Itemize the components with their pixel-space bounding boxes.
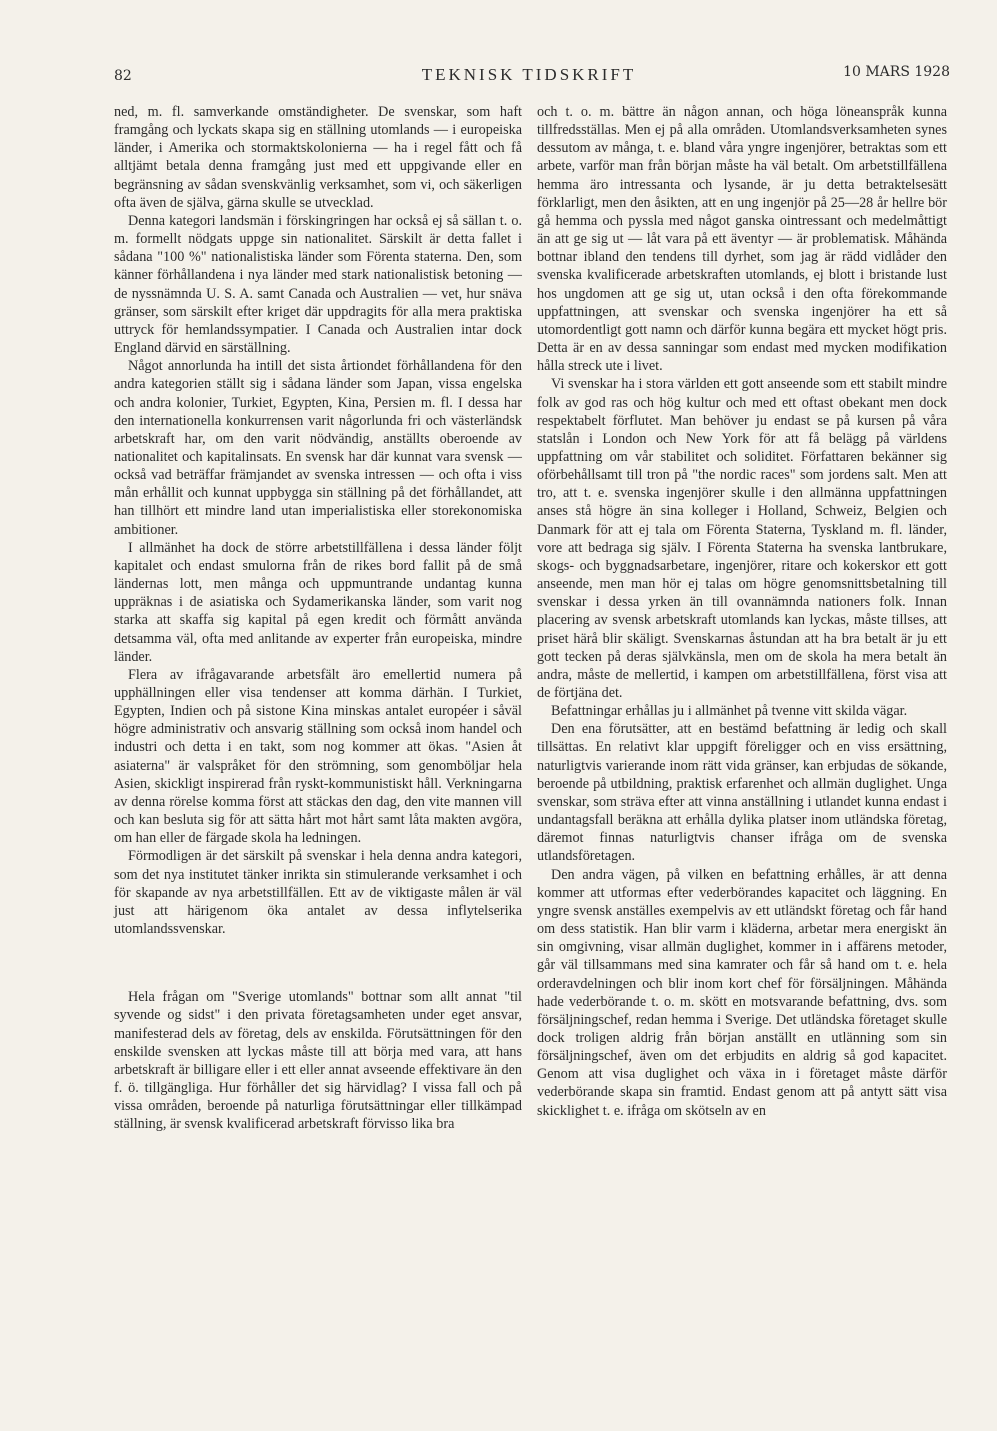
paragraph: Hela frågan om "Sverige utomlands" bottnar som allt annat "til syvende og sidst" i den privata företagsamheten under eget ansvar, manifesterad dels av företag, dels av enskilda. Förutsättningen för den enskilde svensken att lyckas måste till att börja med vara, att hans arbetskraft är billigare eller i ett eller annat avseende effektivare än den f. ö. tillgängliga. Hur förhåller det sig härvidlag? I vissa fall och på vissa områden, beroende på naturliga förutsättningar eller tillkämpad ställning, är svensk kvalificerad arbetskraft förvisso lika bra <box>114 989 522 1133</box>
section-break <box>114 938 522 988</box>
right-column <box>537 103 947 1120</box>
paragraph: Den ena förutsätter, att en bestämd befattning är ledig och skall tillsättas. En relativt klar uppgift föreligger och en viss ersättning, naturligtvis varierande inom rätt vida gränser, kan erbjudas de sökande, beroende på utbildning, praktisk erfarenhet och allmän duglighet. Unga svenskar, som sträva efter att vinna anställning i utlandet kunna endast i undantagsfall beräkna att erhålla dylika platser inom utländska företag, däremot finnas naturligtvis chanser ifråga om de svenska utlandsföretagen. <box>537 721 947 865</box>
paragraph: Befattningar erhållas ju i allmänhet på tvenne vitt skilda vägar. <box>551 703 908 720</box>
issue-date: 10 MARS 1928 <box>843 64 950 80</box>
left-column <box>114 103 522 1133</box>
journal-title: TEKNISK TIDSKRIFT <box>421 65 637 84</box>
paragraph: I allmänhet ha dock de större arbetstillfällena i dessa länder följt kapitalet och endast smulorna från de rikes bord fallit på de små ländernas lott, men många och uppmuntrande undantag kunna uppräknas i de asiatiska och Sydamerikanska länder, som varit nog starka att skaffa sig kapital på egen kredit och förmått använda detsamma väl, ofta med anlitande av experter från europeiska, mindre länder. <box>114 539 522 665</box>
paragraph: Vi svenskar ha i stora världen ett gott anseende som ett stabilt mindre folk av god ras och hög kultur och med ett oftast obekant men dock respektabelt förflutet. Man behöver ju endast se på kursen på våra statslån i London och New York för att få belägg på världens uppfattning om vår stabilitet och soliditet. Författaren bekänner sig oförbehållsamt till tron på "the nordic races" som jordens salt. Men att tro, att t. e. svenska ingenjörer skulle i den allmänna uppfattningen anses stå högre än sina kolleger i Holland, Schweiz, Belgien och Danmark för att ej tala om Förenta Staterna, Tyskland m. fl. länder, vore att bedraga sig själv. I Förenta Staterna ha svenska lantbrukare, skogs- och byggnadsarbetare, ingenjörer, ritare och kokerskor ett gott anseende, men man hör ej talas om högre genomsnittsbetalning till svenskar i dessa yrken än till ovannämnda nationers folk. Innan placering av svensk arbetskraft utomlands kan lyckas, måste tillses, att priset härå blir skäligt. Svenskarnas åstundan att ha bra betalt är ju ett gott tecken på deras självkänsla, men om de skola ha mera betalt än andra, måste de mellertid, i kampen om arbetstillfällena, först visa att de förtjäna det. <box>537 376 947 701</box>
paragraph: Den andra vägen, på vilken en befattning erhålles, är att denna kommer att utformas efter vederbörandes kapacitet och läggning. En yngre svensk anställes exempelvis av ett utländskt företag och får hand om dess statistik. Han blir varm i kläderna, arbetar mera energiskt än sin omgivning, visar allmän duglighet, kommer in i affärens metoder, går väl tillsammans med sina kamrater och får så hand om t. e. hela orderavdelningen och blir inom kort chef för försäljningen. Måhända hade vederbörande t. o. m. skött en motsvarande befattning, dvs. som försäljningschef, redan hemma i Sverige. Det utländska företaget skulle dock troligen aldrig från början anställt en utlänning som sin försäljningschef, även om det erbjudits en aldrig så god kapacitet. Genom att visa duglighet och växa in i företaget måste därför vederbörande skapa sin framtid. Endast genom att på antytt sätt visa skicklighet t. e. ifråga om skötseln av en <box>537 866 947 1119</box>
paragraph: ned, m. fl. samverkande omständigheter. De svenskar, som haft framgång och lyckats skapa sig en ställning utomlands — i europeiska länder, i Amerika och stormaktskolonierna — ha i regel fått och få alltjämt betala denna framgång just med ett uppgivande eller en begränsning av sådan svenskvänlig verksamhet, som vi, och säkerligen ofta även de själva, gärna skulle se utvecklad. <box>114 104 522 211</box>
page-header <box>108 62 950 86</box>
paragraph: Något annorlunda ha intill det sista årtiondet förhållandena för den andra kategorien ställt sig i sådana länder som Japan, vissa engelska och andra kolonier, Turkiet, Egypten, Kina, Persien m. fl. I dessa har den internationella konkurrensen varit någorlunda fri och västerländsk arbetskraft har, om den varit nödvändig, anställts oberoende av nationalitet och kapitalinsats. En svensk har där kunnat vara svensk — också vad beträffar främjandet av svenska intressen — och ofta i viss mån erhållit och kunnat uppbygga sin ställning på det förhållandet, att han tillhört ett mindre land utan imperialistiska eller storekonomiska ambitioner. <box>114 358 522 538</box>
paragraph: Denna kategori landsmän i förskingringen har också ej så sällan t. o. m. formellt nödgats uppge sin nationalitet. Särskilt är detta fallet i sådana "100 %" nationalistiska länder som Förenta staterna. Den, som känner förhållandena i nya länder med stark nationalistisk betoning — de nyssnämnda U. S. A. samt Canada och Australien — vet, hur snäva gränser, som särskilt efter kriget där uppdragits för alla mera praktiska uttryck för hemlandssympatier. I Canada och Australien intar dock England därvid en särställning. <box>114 212 522 357</box>
paragraph: Förmodligen är det särskilt på svenskar i hela denna andra kategori, som det nya institutet tänker inrikta sin stimulerande verksamhet i och för skapande av nya arbetstillfällen. Ett av de viktigaste målen är väl just att härigenom öka antalet av dessa inflytelserika utomlandssvenskar. <box>114 848 522 938</box>
page-number: 82 <box>114 68 132 84</box>
paragraph: Flera av ifrågavarande arbetsfält äro emellertid numera på upphällningen eller visa tendenser att komma därhän. I Turkiet, Egypten, Indien och på sistone Kina minskas antalet européer i såväl högre administrativ och ansvarig ställning som också inom handel och industri och detta i en takt, som nog kommer att ökas. "Asien åt asiaterna" är valspråket för den strömning, som genomböljar hela Asien, skickligt inspirerad från ryskt-kommunistiskt håll. Verkningarna av denna rörelse komma först att stäckas den dag, den vite mannen vill och kan besluta sig för att sätta hårt mot hårt samt låta makten avgöra, om han eller de färgade skola ha ledningen. <box>114 666 522 847</box>
paragraph: och t. o. m. bättre än någon annan, och höga löneanspråk kunna tillfredsställas. Men ej på alla områden. Utomlandsverksamheten synes dessutom av många, t. e. bland våra yngre ingenjörer, betraktas som ett arbete, varför man från början måste ha väl betalt. Om arbetstillfällena hemma äro intressanta och lysande, är ju detta betraktelsesätt förklarligt, men den åsikten, att en ung ingenjör på 25—28 år hellre bör gå hemma och pyssla med något ganska ointressant och medelmåttigt än att ge sig ut — låt vara på ett äventyr — är problematisk. Måhända bottnar ibland den tendens till dyrhet, som jag är rädd vidlåder den svenska kvalificerade arbetskraften utomlands, ej blott i bristande lust hos ungdomen att ge sig ut, utan också i den ofta förekommande uppfattningen, att svenskar och svenska ingenjörer ha ett så utomordentligt gott namn och därför kunna begära ett mycket högt pris. Detta är en av dessa sanningar som endast med mycken modifikation hålla streck ute i livet. <box>537 104 947 375</box>
